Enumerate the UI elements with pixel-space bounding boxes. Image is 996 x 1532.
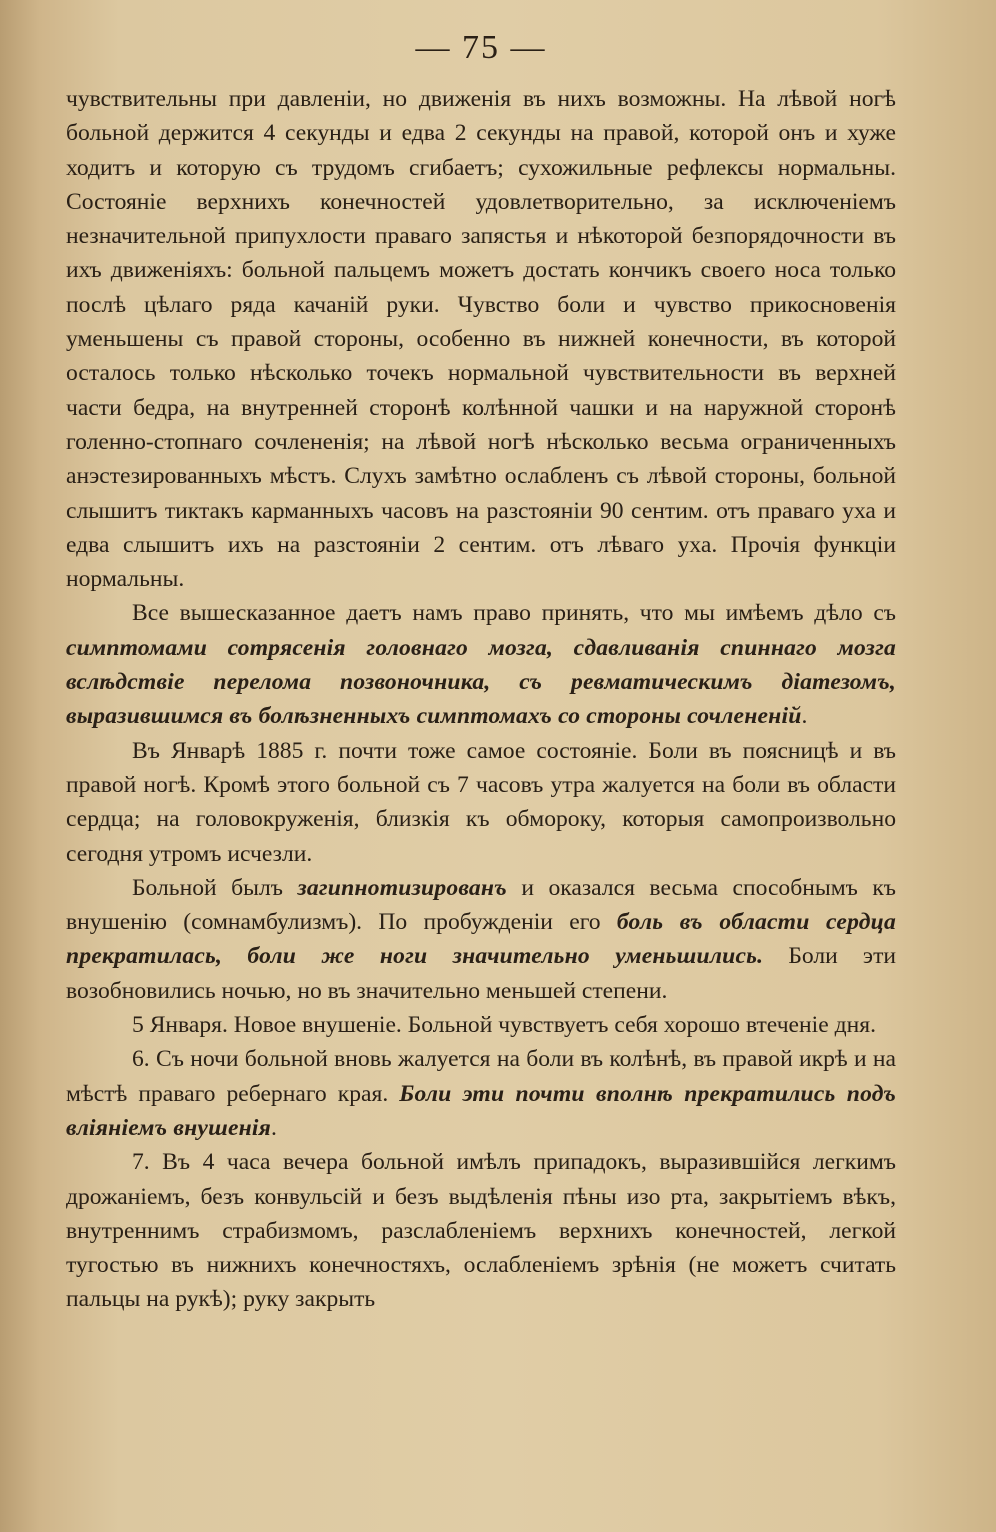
text-run: 7. Въ 4 часа вечера больной имѣлъ припадокъ, выразившійся легкимъ дрожаніемъ, безъ конвульсій и безъ выдѣленія пѣны изо рта, закрытіемъ вѣкъ, внутреннимъ страбизмомъ, разслабленіемъ верхнихъ конечностей, легкой тугостью въ нижнихъ конечностяхъ, ослабленіемъ зрѣнія (не можетъ считать пальцы на рукѣ); руку закрыть (66, 1149, 896, 1313)
text-run: Въ Январѣ 1885 г. почти тоже самое состояніе. Боли въ поясницѣ и въ правой ногѣ. Кромѣ этого больной съ 7 часовъ утра жалуется на боли въ области сердца; на головокруженія, близкія къ обмороку, которыя самопроизвольно сегодня утромъ исчезли. (66, 737, 896, 867)
text-run: . (801, 703, 808, 730)
emphasized-text: боль въ области сердца прекратилась, боли же ноги значительно уменьшились. (66, 909, 896, 970)
emphasized-text: Боли эти почти вполнѣ прекратились подъ вліяніемъ внушенія (66, 1080, 896, 1141)
text-run: 5 Января. Новое внушеніе. Больной чувствуетъ себя хорошо втеченіе дня. (132, 1012, 876, 1039)
paragraph (66, 871, 896, 1008)
paragraph (66, 1145, 896, 1316)
text-run: 6. Съ ночи больной вновь жалуется на боли въ колѣнѣ, въ правой икрѣ и на мѣстѣ праваго ребернаго края. (66, 1046, 896, 1107)
body-text (66, 82, 896, 1317)
page-number: — 75 — (415, 29, 547, 66)
emphasized-text: симптомами сотрясенія головнаго мозга, сдавливанія спиннаго мозга вслѣдствіе перелома позвоночника, съ ревматическимъ діатезомъ, выразившимся въ болѣзненныхъ симптомахъ со стороны сочлененій (66, 634, 896, 730)
text-run: и оказался весьма способнымъ къ внушенію (сомнамбулизмъ). По пробужденіи его (66, 874, 897, 936)
text-run: Все вышесказанное даетъ намъ право принять, что мы имѣемъ дѣло съ (132, 600, 896, 627)
paragraph (66, 82, 896, 596)
paragraph (66, 734, 896, 871)
paragraph (66, 596, 896, 733)
paragraph (66, 1042, 896, 1145)
text-run: . (271, 1114, 277, 1141)
paragraph (66, 1008, 896, 1042)
emphasized-text: загипнотизированъ (297, 874, 507, 901)
text-run: Больной былъ (132, 874, 298, 901)
text-run: чувствительны при давленіи, но движенія въ нихъ возможны. На лѣвой ногѣ больной держится 4 секунды и едва 2 секунды на правой, которой онъ и хуже ходитъ и которую съ трудомъ сгибаетъ; сухожильные рефлексы нормальны. Состояніе верхнихъ конечностей удовлетворительно, за исключеніемъ незначительной припухлости праваго запястья и нѣкоторой безпорядочности въ ихъ движеніяхъ: больной пальцемъ можетъ достать кончикъ своего носа только послѣ цѣлаго ряда качаній руки. Чувство боли и чувство прикосновенія уменьшены съ правой стороны, особенно въ нижней конечности, въ которой осталось только нѣсколько точекъ нормальной чувствительности въ верхней части бедра, на внутренней сторонѣ колѣнной чашки и на наружной сторонѣ голенно-стопнаго сочлененія; на лѣвой ногѣ нѣсколько весьма ограниченныхъ анэстезированныхъ мѣстъ. Слухъ замѣтно ослабленъ съ лѣвой стороны, больной слышитъ тиктакъ карманныхъ часовъ на разстояніи 90 сентим. отъ праваго уха и едва слышитъ ихъ на разстояніи 2 сентим. отъ лѣваго уха. Прочія функціи нормальны. (66, 86, 896, 593)
text-run: Боли эти возобновились ночью, но въ значительно меньшей степени. (66, 943, 896, 1004)
